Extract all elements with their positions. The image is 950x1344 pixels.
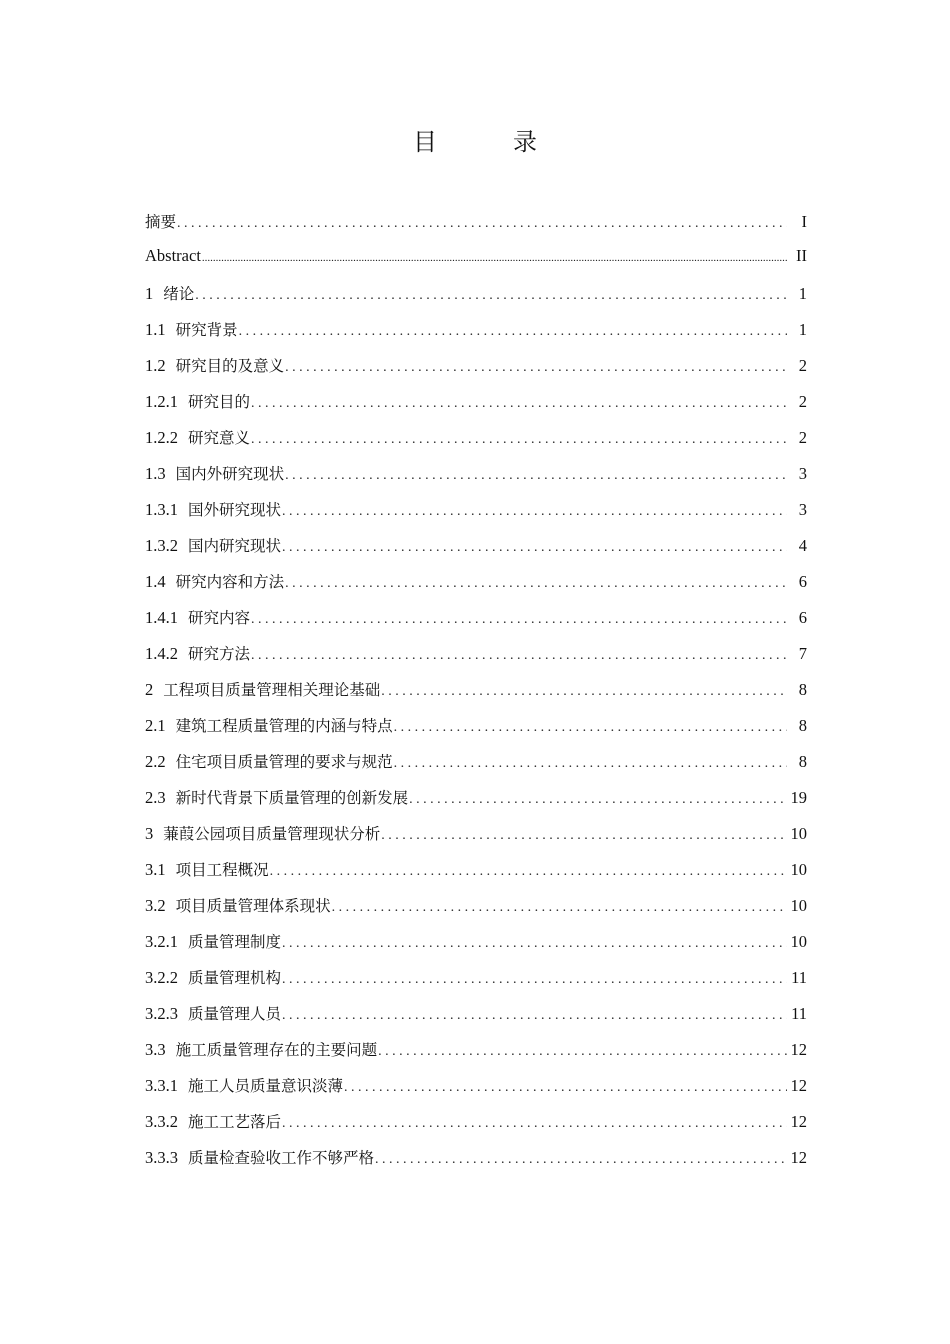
toc-entry-page-number: I xyxy=(801,212,807,231)
toc-entry-page-number: 7 xyxy=(798,644,807,663)
toc-entry-number: 1.3.2 xyxy=(145,536,178,555)
toc-entry[interactable] xyxy=(145,1074,807,1110)
toc-entry-title: 研究内容和方法 xyxy=(175,573,285,591)
dot-leader xyxy=(251,432,787,448)
dot-leader xyxy=(394,756,787,772)
toc-entry-number: 1.4 xyxy=(145,572,166,591)
toc-entry[interactable] xyxy=(145,390,807,426)
toc-entry-page-number: 2 xyxy=(798,392,807,411)
toc-entry-number: 1.4.2 xyxy=(145,644,178,663)
toc-entry-page-number: 8 xyxy=(798,752,807,771)
toc-entry-page-number: 6 xyxy=(798,608,807,627)
dot-leader xyxy=(177,216,787,232)
toc-entry[interactable] xyxy=(145,318,807,354)
toc-entry[interactable] xyxy=(145,930,807,966)
toc-entry-page-number: 8 xyxy=(798,716,807,735)
toc-entry-title: 新时代背景下质量管理的创新发展 xyxy=(175,789,409,807)
toc-entry-page-number: 12 xyxy=(790,1076,807,1095)
toc-entry[interactable] xyxy=(145,714,807,750)
toc-entry-title: 工程项目质量管理相关理论基础 xyxy=(163,681,381,699)
toc-entry-page-number: 3 xyxy=(798,500,807,519)
toc-entry-title: 研究背景 xyxy=(175,321,238,339)
toc-entry[interactable] xyxy=(145,426,807,462)
toc-entry-page-number: 12 xyxy=(790,1040,807,1059)
dot-leader xyxy=(282,936,786,952)
toc-entry-number: 2.3 xyxy=(145,788,166,807)
dot-leader xyxy=(285,468,787,484)
toc-entry-number: 2.2 xyxy=(145,752,166,771)
toc-entry-title: 研究目的及意义 xyxy=(175,357,285,375)
toc-entry-page-number: II xyxy=(796,246,807,265)
toc-entry-number: 3.3.1 xyxy=(145,1076,178,1095)
toc-entry-number: 3.3 xyxy=(145,1040,166,1059)
toc-entry[interactable] xyxy=(145,1146,807,1182)
toc-entry[interactable] xyxy=(145,858,807,894)
toc-entry-title: 质量管理机构 xyxy=(188,969,282,987)
dot-leader xyxy=(270,864,787,880)
toc-entry-number: 1.2.2 xyxy=(145,428,178,447)
dot-leader xyxy=(409,792,786,808)
toc-entry[interactable] xyxy=(145,570,807,606)
dot-leader xyxy=(332,900,787,916)
toc-entry[interactable] xyxy=(145,750,807,786)
toc-entry-page-number: 11 xyxy=(791,1004,807,1023)
toc-entry-title: 研究内容 xyxy=(188,609,251,627)
toc-entry[interactable] xyxy=(145,354,807,390)
toc-entry-title: Abstract xyxy=(145,246,201,265)
toc-entry[interactable] xyxy=(145,1110,807,1146)
dot-leader xyxy=(251,396,787,412)
dot-leader xyxy=(282,1008,787,1024)
toc-entry-page-number: 1 xyxy=(798,284,807,303)
toc-entry[interactable] xyxy=(145,678,807,714)
dot-leader xyxy=(285,576,787,592)
toc-entry-number: 3.2.1 xyxy=(145,932,178,951)
toc-entry-title: 研究方法 xyxy=(188,645,251,663)
toc-entry[interactable] xyxy=(145,462,807,498)
toc-entry-number: 2 xyxy=(145,680,154,699)
toc-entry-number: 3 xyxy=(145,824,154,843)
toc-entry-page-number: 2 xyxy=(798,356,807,375)
toc-entry-number: 3.3.2 xyxy=(145,1112,178,1131)
toc-entry-page-number: 1 xyxy=(798,320,807,339)
dot-leader xyxy=(381,828,786,844)
dot-leader xyxy=(381,684,787,700)
toc-entry-title: 住宅项目质量管理的要求与规范 xyxy=(175,753,393,771)
dot-leader xyxy=(394,720,787,736)
toc-entry-page-number: 10 xyxy=(790,932,807,951)
dot-leader xyxy=(282,972,787,988)
toc-entry[interactable] xyxy=(145,1002,807,1038)
toc-entry-number: 3.2.2 xyxy=(145,968,178,987)
toc-entry-page-number: 11 xyxy=(791,968,807,987)
toc-entry[interactable] xyxy=(145,534,807,570)
toc-entry[interactable] xyxy=(145,822,807,858)
toc-entry-number: 1.2 xyxy=(145,356,166,375)
toc-entry-title: 质量管理人员 xyxy=(188,1005,282,1023)
dot-leader xyxy=(251,648,787,664)
toc-entry-number: 2.1 xyxy=(145,716,166,735)
dot-leader xyxy=(239,324,787,340)
toc-entry-title: 施工人员质量意识淡薄 xyxy=(188,1077,344,1095)
toc-entry-title: 建筑工程质量管理的内涵与特点 xyxy=(175,717,393,735)
toc-entry-number: 1 xyxy=(145,284,154,303)
toc-entry-page-number: 19 xyxy=(790,788,807,807)
toc-entry-title: 绪论 xyxy=(163,285,195,303)
dot-leader xyxy=(202,252,787,264)
dot-leader xyxy=(282,540,787,556)
toc-entry-title: 施工质量管理存在的主要问题 xyxy=(175,1041,378,1059)
toc-entry-title: 摘要 xyxy=(145,213,177,231)
toc-entry-page-number: 10 xyxy=(790,860,807,879)
dot-leader xyxy=(195,288,787,304)
toc-entry-title: 项目质量管理体系现状 xyxy=(175,897,331,915)
toc-entry[interactable] xyxy=(145,282,807,318)
toc-entry-title: 蒹葭公园项目质量管理现状分析 xyxy=(163,825,381,843)
toc-entry-title: 质量管理制度 xyxy=(188,933,282,951)
toc-entry-page-number: 12 xyxy=(790,1112,807,1131)
dot-leader xyxy=(282,1116,786,1132)
toc-entry-number: 1.3 xyxy=(145,464,166,483)
toc-entry-title: 项目工程概况 xyxy=(175,861,269,879)
toc-entry-page-number: 3 xyxy=(798,464,807,483)
toc-entry-title: 施工工艺落后 xyxy=(188,1113,282,1131)
toc-entry[interactable] xyxy=(145,894,807,930)
toc-entry[interactable] xyxy=(145,1038,807,1074)
toc-title: 目 录 xyxy=(413,128,563,156)
toc-entry[interactable] xyxy=(145,498,807,534)
toc-entry-title: 质量检查验收工作不够严格 xyxy=(188,1149,375,1167)
toc-entry-page-number: 6 xyxy=(798,572,807,591)
table-of-contents xyxy=(145,210,807,1182)
toc-entry-number: 3.3.3 xyxy=(145,1148,178,1167)
toc-entry-title: 研究目的 xyxy=(188,393,251,411)
toc-entry-title: 国内外研究现状 xyxy=(175,465,285,483)
toc-entry-number: 1.3.1 xyxy=(145,500,178,519)
dot-leader xyxy=(378,1044,786,1060)
toc-entry-page-number: 10 xyxy=(790,896,807,915)
toc-entry[interactable] xyxy=(145,246,807,282)
toc-entry-title: 研究意义 xyxy=(188,429,251,447)
toc-entry-page-number: 12 xyxy=(790,1148,807,1167)
toc-entry-title: 国内研究现状 xyxy=(188,537,282,555)
toc-entry[interactable] xyxy=(145,966,807,1002)
toc-entry-title: 国外研究现状 xyxy=(188,501,282,519)
dot-leader xyxy=(285,360,787,376)
toc-entry-page-number: 2 xyxy=(798,428,807,447)
toc-entry[interactable] xyxy=(145,642,807,678)
toc-entry-number: 1.4.1 xyxy=(145,608,178,627)
toc-entry-number: 3.2 xyxy=(145,896,166,915)
toc-entry[interactable] xyxy=(145,210,807,246)
toc-entry-number: 3.1 xyxy=(145,860,166,879)
toc-entry[interactable] xyxy=(145,786,807,822)
toc-entry-number: 1.1 xyxy=(145,320,166,339)
dot-leader xyxy=(282,504,787,520)
toc-entry[interactable] xyxy=(145,606,807,642)
toc-entry-page-number: 4 xyxy=(798,536,807,555)
toc-entry-page-number: 8 xyxy=(798,680,807,699)
toc-entry-number: 1.2.1 xyxy=(145,392,178,411)
toc-entry-page-number: 10 xyxy=(790,824,807,843)
toc-entry-number: 3.2.3 xyxy=(145,1004,178,1023)
dot-leader xyxy=(375,1152,786,1168)
dot-leader xyxy=(251,612,787,628)
dot-leader xyxy=(344,1080,786,1096)
